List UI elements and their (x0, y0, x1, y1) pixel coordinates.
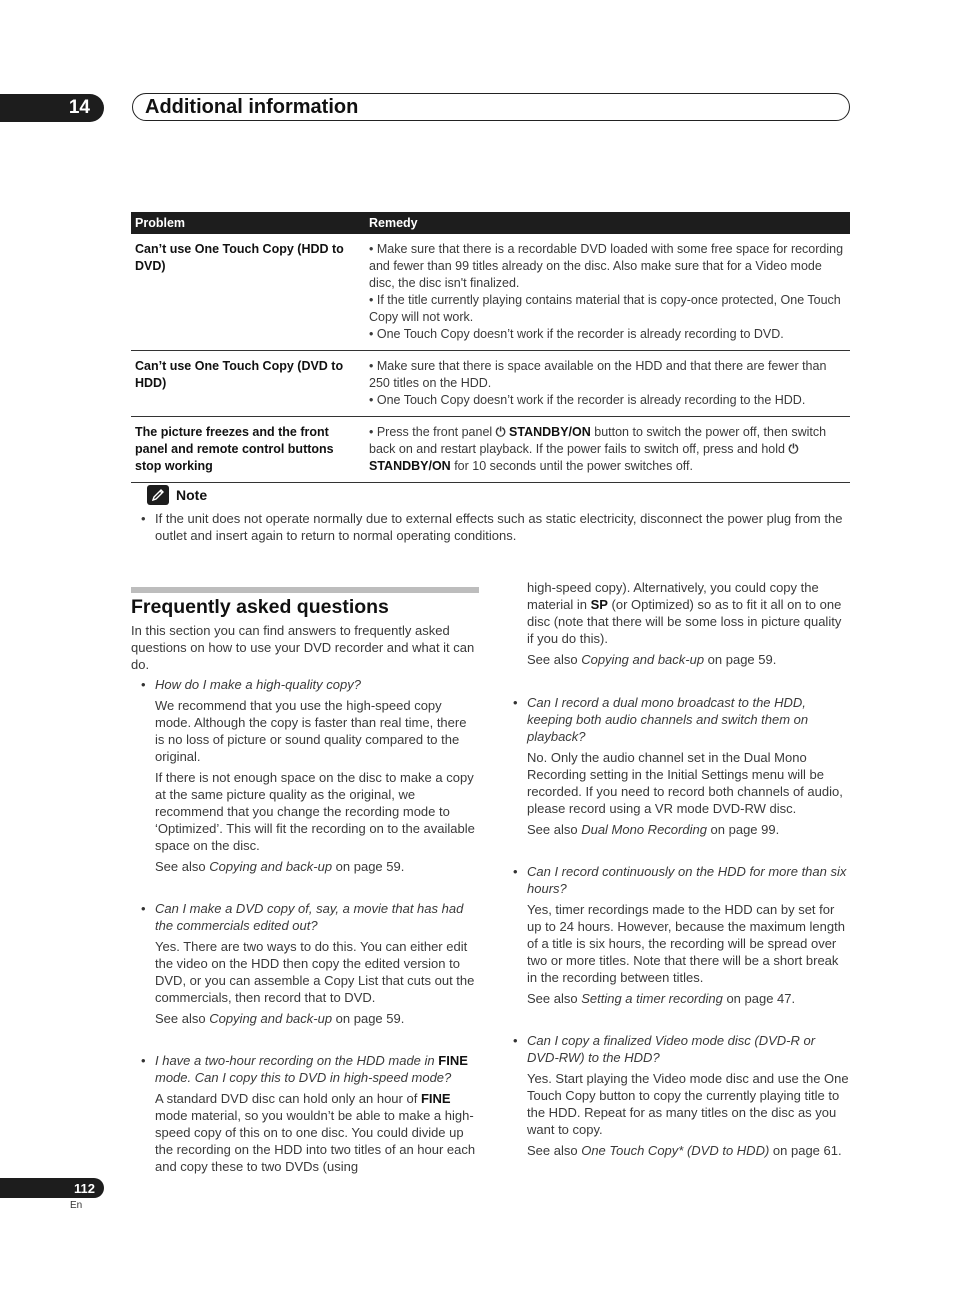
see-also-reference: Setting a timer recording (581, 991, 723, 1006)
remedy-line: • Make sure that there is a recordable DVD loaded with some free space for recording and fewer than 99 titles already on the disc. Also make sure that for a Video mode disc, the disc isn't finalized. (369, 242, 844, 290)
remedy-line: • One Touch Copy doesn’t work if the recorder is already recording to DVD. (369, 327, 784, 341)
page-number: 112 (74, 1180, 95, 1196)
pencil-icon (147, 485, 169, 505)
table-header-row (131, 212, 850, 234)
problem-cell: The picture freezes and the front panel and remote control buttons stop working (131, 417, 365, 483)
see-also-prefix: See also (527, 1143, 582, 1158)
see-also-page: on page 59. (332, 859, 405, 874)
standby-on-label: STANDBY/ON (509, 425, 591, 439)
faq-answer-text: A standard DVD disc can hold only an hour of (155, 1091, 421, 1106)
faq-answer: Yes. There are two ways to do this. You can either edit the video on the HDD then copy the edited version to DVD, or you can assemble a Copy List that cuts out the commercials, then record that to DVD. (155, 939, 475, 1005)
note-body: If the unit does not operate normally due to external effects such as static electricity, disconnect the power plug from the outlet and insert again to return to normal operating conditions. (155, 511, 843, 543)
faq-item (141, 1052, 478, 1175)
see-also-page: on page 47. (722, 991, 796, 1006)
faq-item (141, 900, 478, 1027)
standby-on-label: STANDBY/ON (369, 459, 451, 473)
see-also-prefix: See also (155, 859, 210, 874)
chapter-title-box (132, 93, 850, 121)
table-row (131, 417, 850, 483)
note-text (141, 510, 853, 544)
remedy-cell (365, 351, 850, 417)
remedy-text: button to switch the power off, then switch back on and restart playback. If the power fails to switch off, press and hold (369, 425, 827, 456)
see-also-prefix: See also (527, 822, 582, 837)
see-also (155, 1010, 478, 1027)
see-also-reference: Dual Mono Recording (581, 822, 707, 837)
bullet: • (513, 864, 518, 879)
see-also (527, 990, 850, 1007)
problem-cell: Can’t use One Touch Copy (DVD to HDD) (131, 351, 365, 417)
see-also-prefix: See also (527, 652, 582, 667)
faq-answer-text: high-speed copy). Alternatively, you could copy the material in (527, 580, 819, 612)
remedy-cell (365, 417, 850, 483)
faq-question: Can I record a dual mono broadcast to the HDD, keeping both audio channels and switch them on playback? (527, 695, 809, 744)
chapter-number-tab (0, 94, 104, 122)
note-label: Note (176, 487, 208, 503)
faq-answer (155, 1090, 478, 1175)
faq-answer: Yes, timer recordings made to the HDD can by set for up to 24 hours. However, because the maximum length of a title is six hours, the recording will be spread over two or more titles. Note that there will be a short break in the recording between titles. (527, 902, 845, 985)
remedy-text: for 10 seconds until the power switches off. (450, 459, 693, 473)
see-also-reference: Copying and back-up (581, 652, 705, 667)
section-divider-bar (131, 587, 479, 593)
faq-question (155, 1052, 478, 1086)
see-also (527, 1142, 850, 1159)
chapter-number: 14 (68, 97, 90, 118)
see-also-page: on page 99. (706, 822, 780, 837)
faq-answer: No. Only the audio channel set in the Dual Mono Recording setting in the Initial Settings menu will be recorded. If you need to record both channels of audio, please record using a VR mode DVD-RW disc. (527, 750, 843, 816)
page-language: En (70, 1200, 83, 1211)
table-row (131, 351, 850, 417)
faq-answer: If there is not enough space on the disc to make a copy at the same picture quality as the original, we recommend that you change the recording mode to ‘Optimized’. This will fit the recording on to the available space on the disc. (155, 770, 475, 853)
remedy-cell (365, 234, 850, 351)
faq-answer: We recommend that you use the high-speed copy mode. Although the copy is faster than real time, there is no loss of picture or sound quality compared to the original. (155, 698, 467, 764)
bullet: • (141, 511, 146, 526)
see-also-page: on page 59. (332, 1011, 405, 1026)
faq-question: Can I copy a finalized Video mode disc (DVD-R or DVD-RW) to the HDD? (527, 1033, 816, 1065)
sp-mode-label: SP (590, 597, 608, 612)
see-also (527, 821, 850, 838)
remedy-text: • Press the front panel (369, 425, 496, 439)
faq-intro: In this section you can find answers to frequently asked questions on how to use your DVD recorder and what it can do. (131, 623, 475, 672)
see-also-reference: Copying and back-up (209, 859, 333, 874)
remedy-column-header: Remedy (365, 212, 850, 234)
see-also-page: on page 61. (769, 1143, 842, 1158)
bullet: • (513, 695, 518, 710)
fine-mode-label: FINE (420, 1091, 451, 1106)
faq-question-text: mode. Can I copy this to DVD in high-speed mode? (155, 1070, 452, 1085)
faq-question: Can I record continuously on the HDD for more than six hours? (527, 864, 847, 896)
faq-question-text: I have a two-hour recording on the HDD made in (155, 1053, 439, 1068)
faq-item-continued (527, 579, 850, 668)
troubleshooting-table (131, 212, 850, 483)
table-row (131, 234, 850, 351)
faq-answer-text: mode material, so you wouldn’t be able to make a high-speed copy of this on to one disc. You could divide up the recording on the HDD into two titles of an hour each and copy these to two DVDs (using (155, 1108, 476, 1174)
see-also-reference: One Touch Copy* (DVD to HDD) (581, 1143, 770, 1158)
see-also-prefix: See also (155, 1011, 210, 1026)
faq-item (513, 863, 850, 1007)
see-also (527, 651, 850, 668)
faq-item (141, 676, 478, 875)
faq-question: Can I make a DVD copy of, say, a movie that has had the commercials edited out? (155, 901, 464, 933)
faq-item (513, 694, 850, 838)
faq-answer-text: (or Optimized) so as to fit it all on to one disc (note that there will be some loss in picture quality if you do this). (527, 597, 842, 646)
chapter-title: Additional information (145, 95, 359, 118)
see-also-prefix: See also (527, 991, 582, 1006)
faq-item (513, 1032, 850, 1159)
remedy-line: • One Touch Copy doesn’t work if the recorder is already recording to the HDD. (369, 393, 806, 407)
see-also (155, 858, 478, 875)
bullet: • (141, 901, 146, 916)
faq-answer (527, 579, 850, 647)
fine-mode-label: FINE (438, 1053, 468, 1068)
bullet: • (513, 1033, 518, 1048)
faq-section-title: Frequently asked questions (131, 596, 389, 618)
page-number-tab (0, 1178, 104, 1198)
power-icon: ⏻ (495, 425, 506, 439)
see-also-reference: Copying and back-up (209, 1011, 333, 1026)
problem-column-header: Problem (131, 212, 365, 234)
faq-answer: Yes. Start playing the Video mode disc and use the One Touch Copy button to copy the currently playing title to the HDD. Repeat for as many titles on the disc as you want to copy. (527, 1071, 849, 1137)
bullet: • (141, 677, 146, 692)
bullet: • (141, 1053, 146, 1068)
remedy-line: • If the title currently playing contains material that is copy-once protected, One Touch Copy will not work. (369, 293, 841, 324)
problem-cell: Can’t use One Touch Copy (HDD to DVD) (131, 234, 365, 351)
remedy-line: • Make sure that there is space available on the HDD and that there are fewer than 250 titles on the HDD. (369, 359, 827, 390)
faq-question: How do I make a high-quality copy? (155, 677, 361, 692)
see-also-page: on page 59. (704, 652, 777, 667)
power-icon: ⏻ (788, 442, 799, 456)
